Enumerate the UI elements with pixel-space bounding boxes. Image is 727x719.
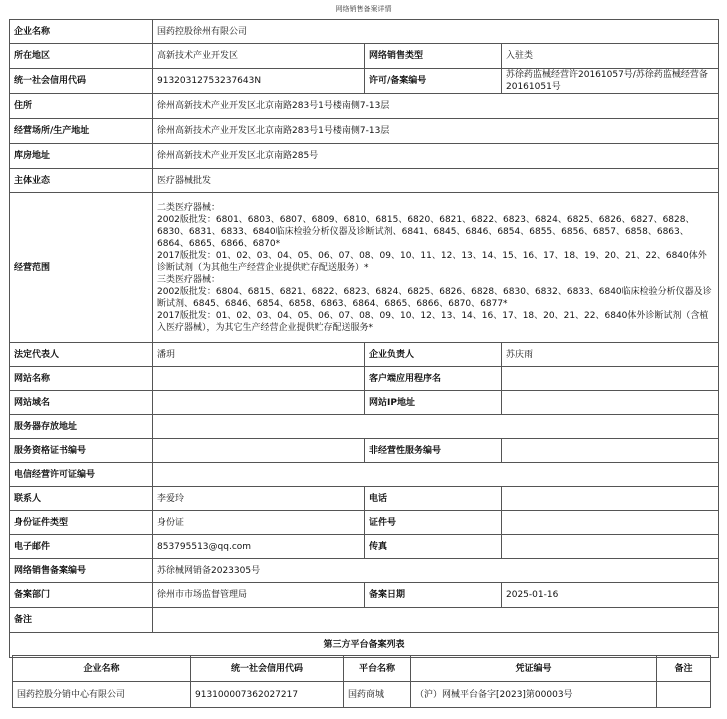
remark-label: 备注	[10, 608, 153, 633]
region-label: 所在地区	[10, 44, 153, 69]
filing-dept-label: 备案部门	[10, 583, 153, 608]
sales-type-value: 入驻类	[502, 44, 719, 69]
contact-value: 李爱玲	[153, 487, 365, 511]
third-party-table	[12, 655, 711, 708]
website-name-label: 网站名称	[10, 367, 153, 391]
id-no-value	[502, 511, 719, 535]
license-no-value: 苏徐药监械经营许20161057号/苏徐药监械经营备20161051号	[502, 69, 719, 94]
table-cell: （沪）网械平台备字[2023]第00003号	[411, 682, 657, 708]
scope-line: 三类医疗器械：	[157, 274, 221, 285]
business-address-label: 经营场所/生产地址	[10, 119, 153, 144]
server-location-value	[153, 415, 719, 439]
credit-code-value: 91320312753237643N	[153, 69, 365, 94]
legal-rep-label: 法定代表人	[10, 343, 153, 367]
scope-line: 2017版批发：01、02、03、04、05、06、07、08、09、10、11、12、13、14、15、16、17、18、19、20、21、22、6840体外诊断试剂（为其他生产经营企业提供贮存配送服务）*	[157, 250, 707, 273]
table-cell: 国药商城	[344, 682, 411, 708]
email-label: 电子邮件	[10, 535, 153, 559]
third-party-section-title: 第三方平台备案列表	[10, 633, 719, 658]
warehouse-label: 库房地址	[10, 144, 153, 169]
company-head-value: 苏庆雨	[502, 343, 719, 367]
credit-code-label: 统一社会信用代码	[10, 69, 153, 94]
website-domain-label: 网站域名	[10, 391, 153, 415]
id-type-value: 身份证	[153, 511, 365, 535]
website-name-value	[153, 367, 365, 391]
filing-date-label: 备案日期	[365, 583, 502, 608]
scope-line: 二类医疗器械：	[157, 202, 221, 213]
non-profit-service-value	[502, 439, 719, 463]
service-cert-value	[153, 439, 365, 463]
telecom-license-value	[153, 463, 719, 487]
scope-line: 2017版批发：01、02、03、04、05、06、07、08、09、10、12、13、14、16、17、18、20、21、22、6840体外诊断试剂（含植入医疗器械），为其它生产经营企业提供贮存配送服务*	[157, 310, 709, 333]
main-business-value: 医疗器械批发	[153, 169, 719, 193]
scope-line: 2002版批发：6804、6815、6821、6822、6823、6824、6825、6826、6828、6830、6832、6833、6840临床检验分析仪器及诊断试剂、6845、6846、6854、6858、6863、6864、6865、6866、6870、6877*	[157, 286, 712, 309]
scope-line: 2002版批发：6801、6803、6807、6809、6810、6815、6820、6821、6822、6823、6824、6825、6826、6827、6828、6830、6831、6833、6840临床检验分析仪器及诊断试剂、6841、6845、6846、6854、6855、6856、6857、6858、6863、6864、6865、6866、6870*	[157, 214, 695, 249]
website-ip-label: 网站IP地址	[365, 391, 502, 415]
fax-value	[502, 535, 719, 559]
filing-no-label: 网络销售备案编号	[10, 559, 153, 583]
email-value: 853795513@qq.com	[153, 535, 365, 559]
company-name-label: 企业名称	[10, 20, 153, 44]
column-header: 平台名称	[344, 656, 411, 682]
main-business-label: 主体业态	[10, 169, 153, 193]
fax-label: 传真	[365, 535, 502, 559]
column-header: 企业名称	[13, 656, 191, 682]
column-header: 备注	[657, 656, 711, 682]
residence-label: 住所	[10, 94, 153, 119]
contact-label: 联系人	[10, 487, 153, 511]
phone-label: 电话	[365, 487, 502, 511]
table-cell: 国药控股分销中心有限公司	[13, 682, 191, 708]
phone-value	[502, 487, 719, 511]
website-ip-value	[502, 391, 719, 415]
filing-no-value: 苏徐械网销备2023305号	[153, 559, 719, 583]
client-app-label: 客户端应用程序名	[365, 367, 502, 391]
remark-value	[153, 608, 719, 633]
residence-value: 徐州高新技术产业开发区北京南路283号1号楼南侧7-13层	[153, 94, 719, 119]
scope-value	[153, 193, 719, 343]
id-no-label: 证件号	[365, 511, 502, 535]
company-head-label: 企业负责人	[365, 343, 502, 367]
table-cell: 913100007362027217	[191, 682, 344, 708]
table-cell	[657, 682, 711, 708]
client-app-value	[502, 367, 719, 391]
region-value: 高新技术产业开发区	[153, 44, 365, 69]
warehouse-value: 徐州高新技术产业开发区北京南路285号	[153, 144, 719, 169]
website-domain-value	[153, 391, 365, 415]
document-title: 网络销售备案详情	[335, 5, 392, 13]
non-profit-service-label: 非经营性服务编号	[365, 439, 502, 463]
filing-date-value: 2025-01-16	[502, 583, 719, 608]
service-cert-label: 服务资格证书编号	[10, 439, 153, 463]
telecom-license-label: 电信经营许可证编号	[10, 463, 153, 487]
filing-dept-value: 徐州市市场监督管理局	[153, 583, 365, 608]
scope-label: 经营范围	[10, 193, 153, 343]
server-location-label: 服务器存放地址	[10, 415, 153, 439]
id-type-label: 身份证件类型	[10, 511, 153, 535]
column-header: 凭证编号	[411, 656, 657, 682]
sales-type-label: 网络销售类型	[365, 44, 502, 69]
legal-rep-value: 潘玥	[153, 343, 365, 367]
license-no-label: 许可/备案编号	[365, 69, 502, 94]
company-name-value: 国药控股徐州有限公司	[153, 20, 719, 44]
business-address-value: 徐州高新技术产业开发区北京南路283号1号楼南侧7-13层	[153, 119, 719, 144]
table-row	[13, 682, 711, 708]
column-header: 统一社会信用代码	[191, 656, 344, 682]
filing-detail-table	[9, 19, 719, 658]
